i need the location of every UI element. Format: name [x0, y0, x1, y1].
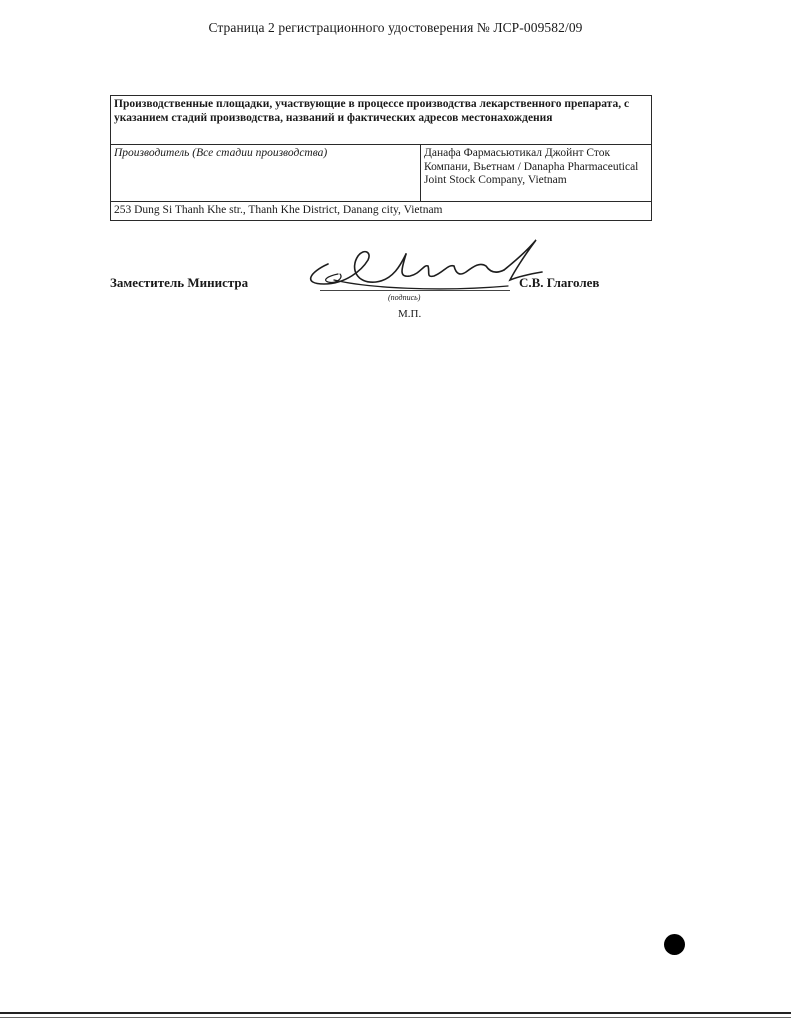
manufacturer-role: Производитель (Все стадии производства) — [111, 145, 421, 202]
scan-dot — [664, 934, 685, 955]
stamp-place-label: М.П. — [398, 308, 422, 320]
manufacturer-company: Данафа Фармасьютикал Джойнт Сток Компани, Вьетнам / Danapha Pharmaceutical Joint Stock Company, Vietnam — [421, 145, 652, 202]
manufacturer-address: 253 Dung Si Thanh Khe str., Thanh Khe District, Danang city, Vietnam — [111, 202, 652, 221]
page-header: Страница 2 регистрационного удостоверения № ЛСР-009582/09 — [208, 20, 583, 35]
handwritten-signature — [298, 232, 548, 302]
table-heading-row — [111, 96, 652, 145]
signature-line — [320, 290, 510, 291]
address-row — [111, 202, 652, 221]
table-heading: Производственные площадки, участвующие в процессе производства лекарственного препарата, с указанием стадий производства, названий и фактических адресов местонахождения — [111, 96, 652, 145]
signature-caption: (подпись) — [388, 293, 421, 302]
bottom-rule — [0, 1012, 791, 1014]
manufacturing-sites-table — [110, 95, 652, 221]
signatory-position: Заместитель Министра — [110, 275, 249, 290]
table-row — [111, 145, 652, 202]
bottom-rule-thin — [0, 1017, 791, 1018]
signatory-name: С.В. Глаголев — [519, 275, 600, 290]
